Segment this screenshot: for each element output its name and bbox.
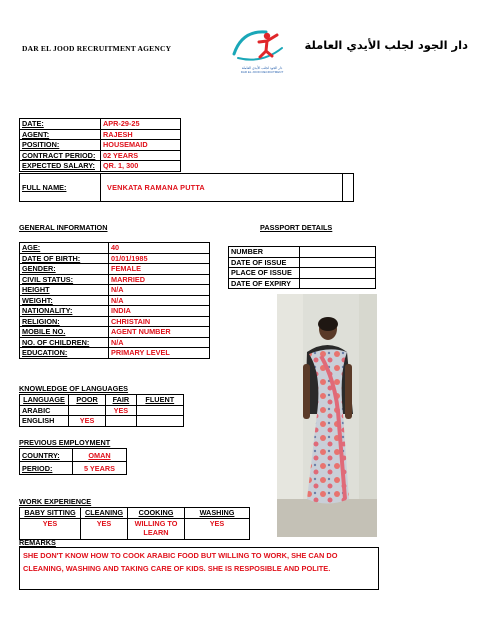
general-row <box>20 327 210 338</box>
summary-value: 02 YEARS <box>101 150 181 161</box>
work-table <box>19 507 250 540</box>
summary-row <box>20 129 181 140</box>
employment-table <box>19 448 127 475</box>
passport-value <box>300 278 376 289</box>
languages-header-row <box>20 395 184 406</box>
general-label: NO. OF CHILDREN: <box>20 337 109 348</box>
passport-value <box>300 247 376 258</box>
general-label: HEIGHT <box>20 285 109 296</box>
general-label: MOBILE NO. <box>20 327 109 338</box>
general-row <box>20 274 210 285</box>
language-name: ENGLISH <box>20 416 69 427</box>
candidate-photo <box>277 294 377 537</box>
work-header: CLEANING <box>81 508 128 519</box>
general-value: AGENT NUMBER <box>109 327 210 338</box>
employment-value: OMAN <box>73 449 127 462</box>
general-label: WEIGHT: <box>20 295 109 306</box>
general-row <box>20 295 210 306</box>
work-header-row <box>20 508 250 519</box>
general-value: 01/01/1985 <box>109 253 210 264</box>
language-poor <box>69 405 106 416</box>
summary-label: POSITION: <box>20 140 101 151</box>
agency-logo <box>222 24 302 74</box>
passport-row <box>229 247 376 258</box>
remarks-text: SHE DON'T KNOW HOW TO COOK ARABIC FOOD BUT WILLING TO WORK, SHE CAN DO CLEANING, WASHING AND TAKING CARE OF KIDS. SHE IS RESPOSIBLE AND POLITE. <box>23 551 338 573</box>
summary-row <box>20 150 181 161</box>
summary-label: DATE: <box>20 119 101 130</box>
general-value: N/A <box>109 295 210 306</box>
general-row <box>20 306 210 317</box>
general-info-table <box>19 242 210 359</box>
work-heading: WORK EXPERIENCE <box>19 497 92 506</box>
language-fluent <box>136 405 183 416</box>
passport-label: DATE OF EXPIRY <box>229 278 300 289</box>
passport-table <box>228 246 376 289</box>
work-header: BABY SITTING <box>20 508 81 519</box>
passport-value <box>300 257 376 268</box>
full-name-table <box>19 173 354 202</box>
general-label: DATE OF BIRTH: <box>20 253 109 264</box>
summary-label: AGENT: <box>20 129 101 140</box>
general-value: FEMALE <box>109 264 210 275</box>
summary-label: EXPECTED SALARY: <box>20 161 101 172</box>
general-value: N/A <box>109 337 210 348</box>
full-name-value: VENKATA RAMANA PUTTA <box>101 174 343 202</box>
general-row <box>20 337 210 348</box>
general-label: NATIONALITY: <box>20 306 109 317</box>
general-row <box>20 264 210 275</box>
passport-heading: PASSPORT DETAILS <box>260 223 333 232</box>
work-values-row <box>20 518 250 539</box>
general-value: MARRIED <box>109 274 210 285</box>
work-header: COOKING <box>128 508 185 519</box>
summary-label: CONTRACT PERIOD: <box>20 150 101 161</box>
remarks-heading: REMARKS <box>19 538 56 547</box>
summary-table <box>19 118 181 172</box>
general-row <box>20 316 210 327</box>
general-value: CHRISTAIN <box>109 316 210 327</box>
summary-value: RAJESH <box>101 129 181 140</box>
general-row <box>20 253 210 264</box>
logo-caption-arabic: دار الجود لجلب الأيدي العاملة <box>241 66 283 70</box>
languages-row <box>20 416 184 427</box>
general-label: GENDER: <box>20 264 109 275</box>
general-value: N/A <box>109 285 210 296</box>
general-value: INDIA <box>109 306 210 317</box>
language-fair <box>106 416 136 427</box>
logo-caption-english: DAR EL JOOD RECRUITMENT <box>240 70 284 74</box>
work-value: YES <box>185 518 250 539</box>
full-name-spacer <box>343 174 354 202</box>
passport-row <box>229 257 376 268</box>
general-row <box>20 285 210 296</box>
general-row <box>20 348 210 359</box>
passport-value <box>300 268 376 279</box>
employment-label: PERIOD: <box>20 462 73 475</box>
summary-row <box>20 161 181 172</box>
work-header: WASHING <box>185 508 250 519</box>
general-value: PRIMARY LEVEL <box>109 348 210 359</box>
work-value: WILLING TO LEARN <box>128 518 185 539</box>
languages-header: LANGUAGE <box>20 395 69 406</box>
summary-value: QR. 1, 300 <box>101 161 181 172</box>
general-value: 40 <box>109 243 210 254</box>
language-name: ARABIC <box>20 405 69 416</box>
general-label: RELIGION: <box>20 316 109 327</box>
summary-row <box>20 140 181 151</box>
work-value: YES <box>20 518 81 539</box>
languages-row <box>20 405 184 416</box>
general-label: EDUCATION: <box>20 348 109 359</box>
logo-figure-icon <box>222 24 302 66</box>
general-label: AGE: <box>20 243 109 254</box>
employment-row <box>20 462 127 475</box>
summary-value: APR-29-25 <box>101 119 181 130</box>
passport-label: NUMBER <box>229 247 300 258</box>
passport-label: DATE OF ISSUE <box>229 257 300 268</box>
passport-row <box>229 268 376 279</box>
passport-row <box>229 278 376 289</box>
language-poor: YES <box>69 416 106 427</box>
languages-header: FAIR <box>106 395 136 406</box>
general-info-heading: GENERAL INFORMATION <box>19 223 108 232</box>
remarks-box <box>19 547 379 590</box>
general-row <box>20 243 210 254</box>
languages-header: POOR <box>69 395 106 406</box>
agency-name-arabic: دار الجود لجلب الأيدي العاملة <box>304 38 468 52</box>
summary-value: HOUSEMAID <box>101 140 181 151</box>
summary-row <box>20 119 181 130</box>
employment-heading: PREVIOUS EMPLOYMENT <box>19 438 111 447</box>
general-label: CIVIL STATUS: <box>20 274 109 285</box>
passport-label: PLACE OF ISSUE <box>229 268 300 279</box>
languages-table <box>19 394 184 427</box>
full-name-label: FULL NAME: <box>20 174 101 202</box>
employment-row <box>20 449 127 462</box>
agency-name-english: DAR EL JOOD RECRUITMENT AGENCY <box>22 44 172 53</box>
employment-label: COUNTRY: <box>20 449 73 462</box>
candidate-figure-icon <box>277 294 377 537</box>
language-fluent <box>136 416 183 427</box>
language-fair: YES <box>106 405 136 416</box>
languages-header: FLUENT <box>136 395 183 406</box>
work-value: YES <box>81 518 128 539</box>
employment-value: 5 YEARS <box>73 462 127 475</box>
languages-heading: KNOWLEDGE OF LANGUAGES <box>19 384 129 393</box>
